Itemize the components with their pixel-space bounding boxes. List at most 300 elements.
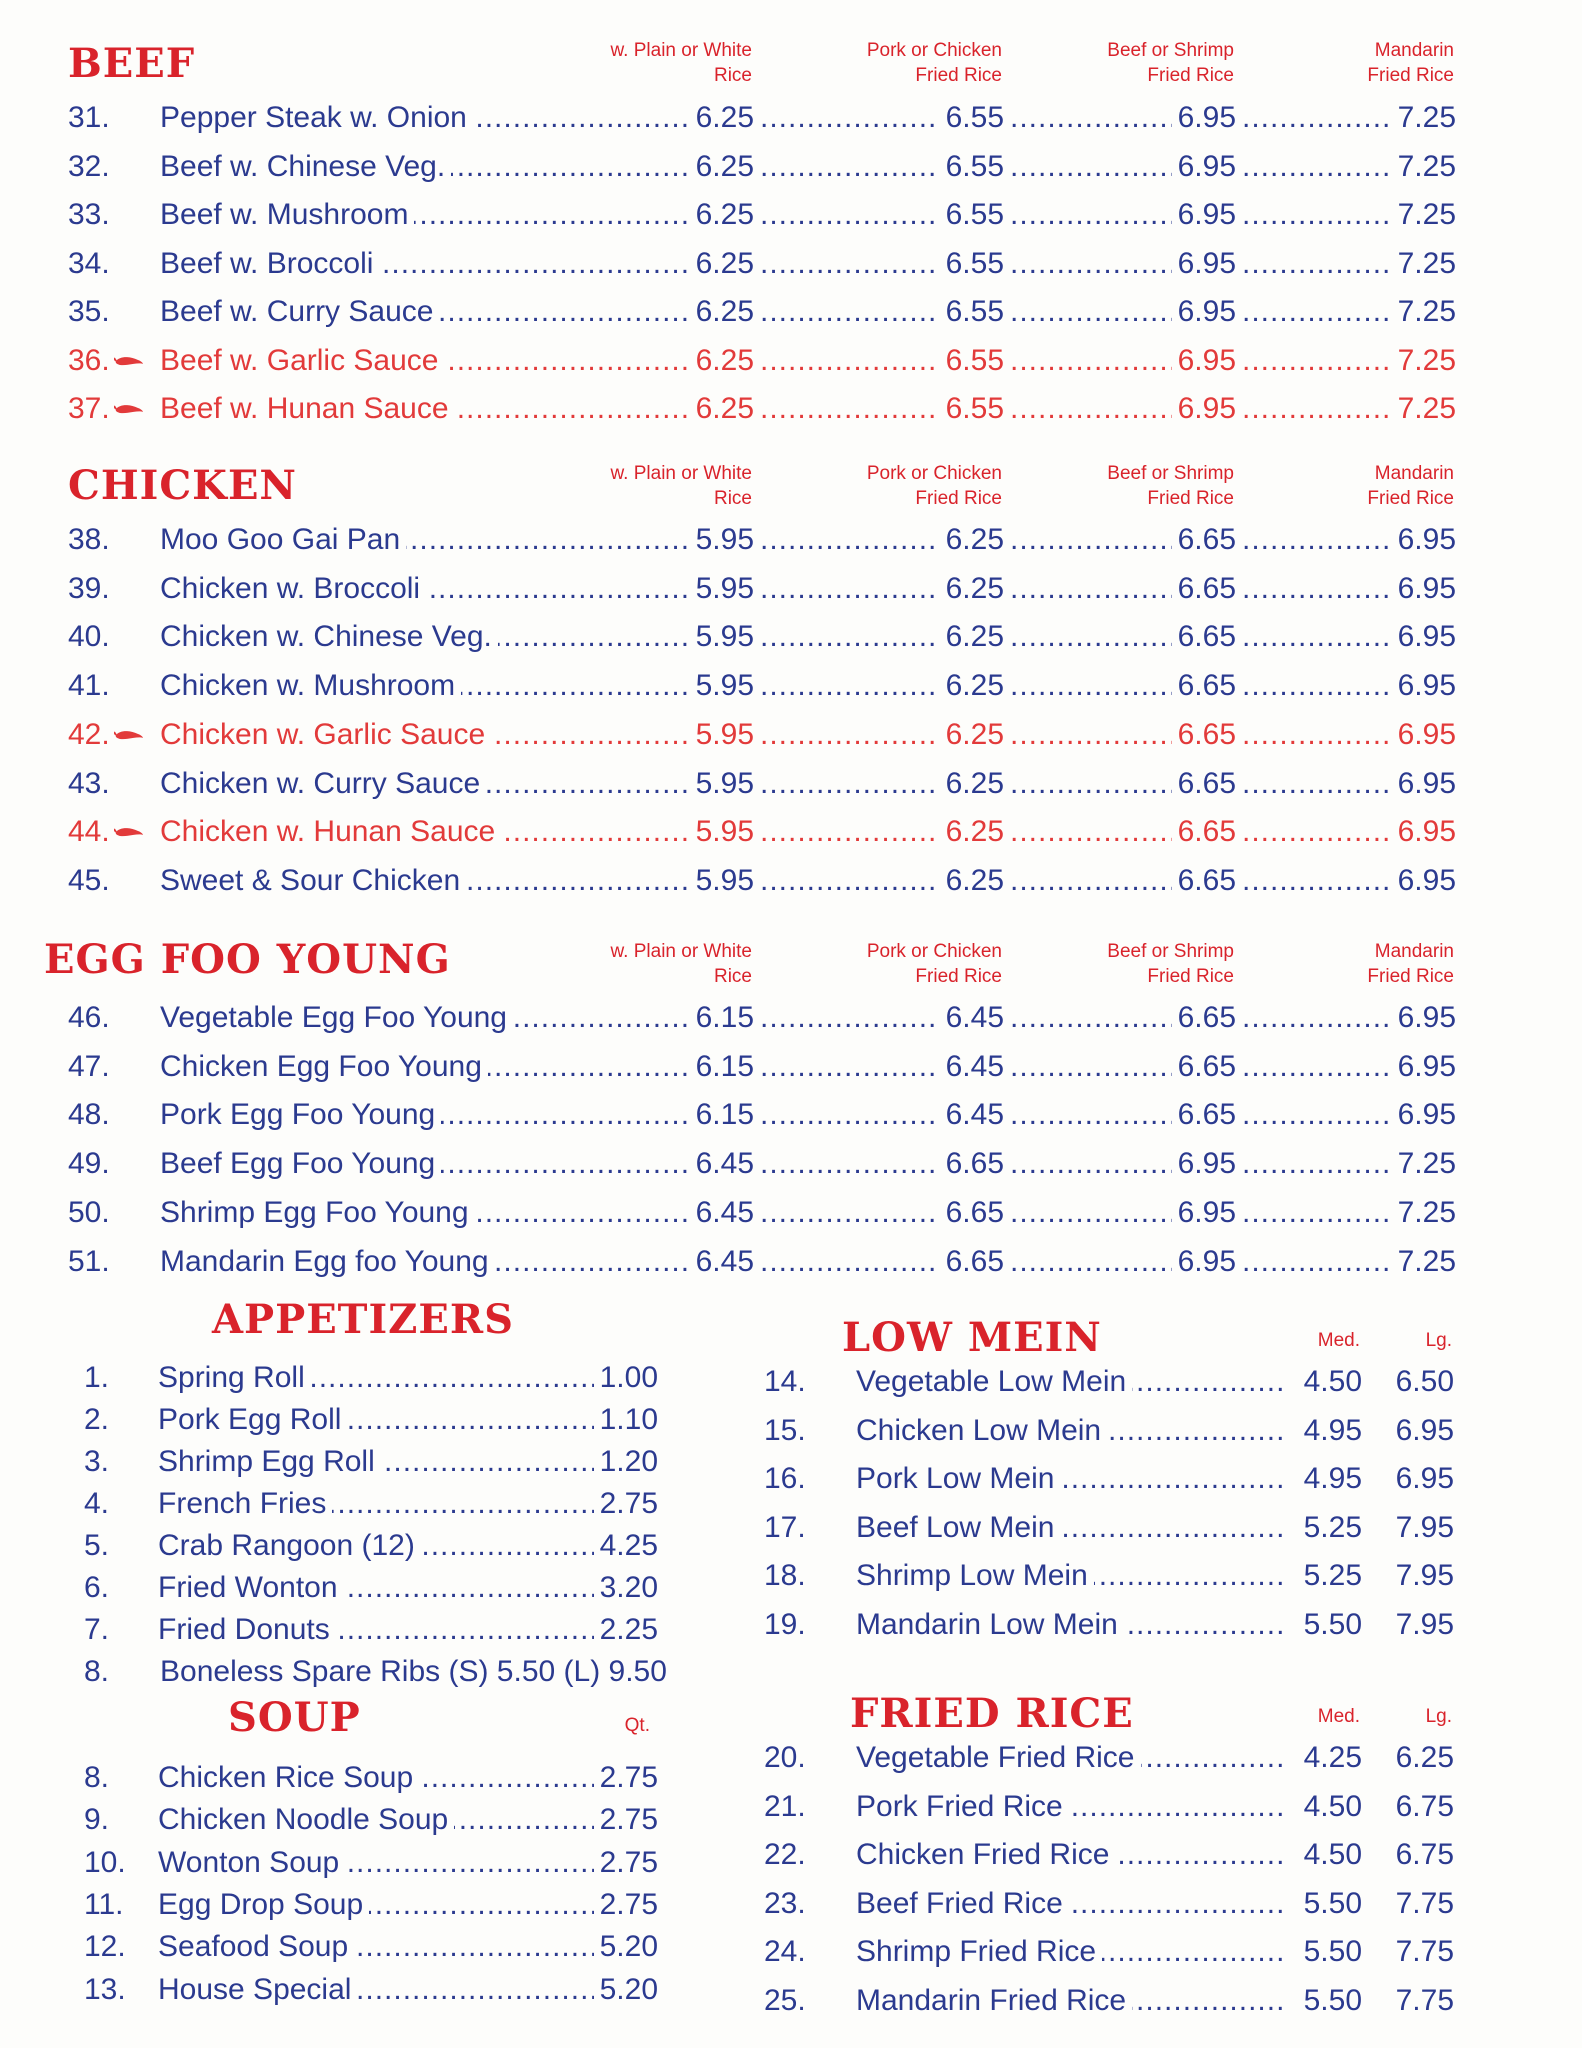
item-name: French Fries [158, 1484, 332, 1524]
item-price: 6.65 [1172, 812, 1236, 852]
leader-dots [1242, 292, 1392, 332]
leader-dots [1010, 569, 1172, 609]
item-price: 6.25 [940, 666, 1004, 706]
item-price: 6.25 [940, 861, 1004, 901]
item-price: 6.95 [1392, 998, 1456, 1038]
item-price: 2.75 [594, 1885, 658, 1925]
table-row [68, 341, 1468, 381]
table-row [68, 666, 1468, 706]
item-name: Mandarin Egg foo Young [160, 1242, 495, 1282]
leader-dots [1010, 715, 1172, 755]
item-price: 2.25 [594, 1610, 658, 1650]
item-price: 6.45 [690, 1193, 754, 1233]
item-price: 6.95 [1392, 520, 1456, 560]
item-number: 32. [68, 149, 110, 183]
item-number: 42. [68, 717, 110, 751]
item-price: 3.20 [594, 1568, 658, 1608]
item-price: 6.55 [940, 147, 1004, 187]
table-row [68, 98, 1468, 138]
item-price: 6.95 [1392, 861, 1456, 901]
item-name: Chicken Egg Foo Young [160, 1047, 488, 1087]
leader-dots [760, 1095, 940, 1135]
leader-dots [760, 1144, 940, 1184]
item-price: 7.25 [1392, 292, 1456, 332]
item-number: 8. [84, 1655, 110, 1688]
leader-dots [760, 764, 940, 804]
item-price: 7.25 [1392, 147, 1456, 187]
item-price: 1.20 [594, 1442, 658, 1482]
colhead-beef-shrimp: Beef or Shrimp Fried Rice [1107, 463, 1234, 509]
item-price-lg: 6.75 [1390, 1835, 1454, 1875]
section-title-fried-rice: FRIED RICE [850, 1690, 1134, 1737]
item-price: 7.25 [1392, 244, 1456, 284]
item-price: 6.95 [1392, 569, 1456, 609]
item-name: Beef w. Curry Sauce [160, 292, 439, 332]
item-name: Pork Low Mein [856, 1459, 1060, 1499]
item-price: 5.20 [594, 1970, 658, 2010]
section-title-low-mein: LOW MEIN [842, 1314, 1102, 1361]
leader-dots [1010, 1047, 1172, 1087]
item-number: 41. [68, 669, 110, 703]
list-item [84, 1526, 664, 1566]
table-row [68, 764, 1468, 804]
leader-dots [1242, 666, 1392, 706]
colhead-plain-rice: w. Plain or White Rice [610, 40, 752, 86]
leader-dots [1010, 617, 1172, 657]
section-title-beef: BEEF [68, 40, 196, 87]
item-price-med: 4.95 [1298, 1411, 1362, 1451]
leader-dots [760, 812, 940, 852]
item-number: 22. [764, 1838, 806, 1871]
item-number: 14. [764, 1365, 806, 1398]
item-price: 6.95 [1172, 1193, 1236, 1233]
item-price-med: 4.50 [1298, 1362, 1362, 1402]
list-item [84, 1484, 664, 1524]
item-price-med: 4.50 [1298, 1835, 1362, 1875]
item-price: 2.75 [594, 1800, 658, 1840]
item-number: 12. [84, 1930, 126, 1964]
item-price: 5.95 [690, 812, 754, 852]
item-number: 23. [764, 1886, 806, 1920]
item-price: 6.95 [1172, 1144, 1236, 1184]
item-price-med: 4.95 [1298, 1459, 1362, 1499]
item-price: 6.65 [1172, 666, 1236, 706]
item-price: 6.55 [940, 292, 1004, 332]
item-name: Beef w. Garlic Sauce [160, 341, 444, 381]
item-number: 37. [68, 392, 110, 425]
leader-dots [1242, 147, 1392, 187]
item-number: 11. [84, 1887, 124, 1921]
item-name: Chicken w. Garlic Sauce [160, 715, 491, 755]
colhead-plain-rice: w. Plain or White Rice [610, 463, 752, 509]
colhead-pork-chicken: Pork or Chicken Fried Rice [866, 941, 1002, 987]
item-price: 7.25 [1392, 1193, 1456, 1233]
item-price: 6.45 [940, 1095, 1004, 1135]
item-price: 6.25 [690, 98, 754, 138]
item-price: 6.95 [1172, 389, 1236, 429]
leader-dots [1242, 617, 1392, 657]
leader-dots [760, 617, 940, 657]
item-price: 6.25 [940, 812, 1004, 852]
item-price: 7.25 [1392, 1144, 1456, 1184]
item-number: 24. [764, 1935, 806, 1968]
leader-dots [1010, 292, 1172, 332]
item-number: 7. [84, 1613, 110, 1646]
item-price: 6.95 [1392, 1095, 1456, 1135]
item-price-med: 5.25 [1298, 1556, 1362, 1596]
list-item [764, 1981, 1464, 2021]
item-name: Beef Fried Rice [856, 1884, 1069, 1924]
item-name: Vegetable Low Mein [856, 1362, 1132, 1402]
leader-dots [1242, 195, 1392, 235]
item-price: 6.25 [940, 617, 1004, 657]
item-price: 5.95 [690, 666, 754, 706]
item-price: 6.95 [1392, 666, 1456, 706]
list-item [84, 1610, 664, 1650]
item-price: 6.95 [1392, 812, 1456, 852]
list-item [84, 1568, 664, 1608]
item-name: Chicken w. Broccoli [160, 569, 426, 609]
list-item [84, 1843, 664, 1883]
leader-dots [1242, 520, 1392, 560]
item-price: 6.95 [1392, 764, 1456, 804]
item-name: Chicken Low Mein [856, 1411, 1107, 1451]
section-title-egg-foo-young: EGG FOO YOUNG [44, 936, 451, 983]
leader-dots [1010, 520, 1172, 560]
table-row [68, 389, 1468, 429]
item-price: 6.55 [940, 244, 1004, 284]
item-price: 6.95 [1172, 1242, 1236, 1282]
leader-dots [1010, 98, 1172, 138]
item-name: Beef Egg Foo Young [160, 1144, 441, 1184]
item-price-lg: 6.25 [1390, 1738, 1454, 1778]
item-price: 6.65 [1172, 715, 1236, 755]
leader-dots [760, 98, 940, 138]
item-price: 6.25 [940, 520, 1004, 560]
item-price-lg: 6.50 [1390, 1362, 1454, 1402]
table-row [68, 1144, 1468, 1184]
leader-dots [1010, 666, 1172, 706]
item-price: 7.25 [1392, 195, 1456, 235]
item-price: 6.45 [690, 1144, 754, 1184]
leader-dots [760, 1193, 940, 1233]
item-price: 6.65 [1172, 520, 1236, 560]
item-name: Mandarin Low Mein [856, 1605, 1124, 1645]
item-price: 5.95 [690, 861, 754, 901]
leader-dots [760, 861, 940, 901]
item-price: 6.65 [940, 1242, 1004, 1282]
list-item [764, 1459, 1464, 1499]
item-price-lg: 7.75 [1390, 1884, 1454, 1924]
list-item [764, 1508, 1464, 1548]
leader-dots [1242, 998, 1392, 1038]
item-name: Pork Egg Roll [158, 1400, 347, 1440]
item-number: 39. [68, 571, 110, 605]
item-price: 6.95 [1172, 292, 1236, 332]
leader-dots [760, 147, 940, 187]
item-name: Mandarin Fried Rice [856, 1981, 1132, 2021]
leader-dots [760, 1242, 940, 1282]
item-price-lg: 7.75 [1390, 1932, 1454, 1972]
item-number: 18. [764, 1559, 806, 1592]
list-item [84, 1758, 664, 1798]
hot-pepper-icon [114, 403, 144, 415]
item-price: 6.65 [1172, 998, 1236, 1038]
item-name: Chicken Rice Soup [158, 1758, 419, 1798]
leader-dots [1242, 812, 1392, 852]
item-number: 43. [68, 766, 110, 800]
list-item [84, 1800, 664, 1840]
item-name: Pork Egg Foo Young [160, 1095, 441, 1135]
item-number: 15. [764, 1413, 806, 1447]
item-name: Shrimp Low Mein [856, 1556, 1094, 1596]
list-item [764, 1932, 1464, 1972]
item-price: 6.25 [940, 764, 1004, 804]
list-item [84, 1885, 664, 1925]
item-price: 6.95 [1172, 244, 1236, 284]
item-name: Chicken w. Mushroom [160, 666, 461, 706]
item-price-lg: 6.95 [1390, 1459, 1454, 1499]
list-item [764, 1884, 1464, 1924]
item-price: 5.95 [690, 764, 754, 804]
item-name: Chicken w. Hunan Sauce [160, 812, 501, 852]
leader-dots [1242, 715, 1392, 755]
item-price: 2.75 [594, 1843, 658, 1883]
item-price: 6.95 [1172, 341, 1236, 381]
item-number: 36. [68, 343, 110, 377]
item-name: Shrimp Fried Rice [856, 1932, 1102, 1972]
list-item [84, 1358, 664, 1398]
item-name: Chicken w. Curry Sauce [160, 764, 486, 804]
colhead-pork-chicken: Pork or Chicken Fried Rice [866, 40, 1002, 86]
list-item [764, 1738, 1464, 1778]
table-row [68, 861, 1468, 901]
leader-dots [760, 244, 940, 284]
table-row [68, 244, 1468, 284]
leader-dots [1010, 1242, 1172, 1282]
item-name: Seafood Soup [158, 1927, 354, 1967]
item-price: 6.25 [690, 292, 754, 332]
list-item [764, 1556, 1464, 1596]
item-price: 6.55 [940, 195, 1004, 235]
size-label-qt: Qt. [624, 1715, 650, 1736]
colhead-plain-rice: w. Plain or White Rice [610, 941, 752, 987]
item-number: 10. [84, 1845, 126, 1879]
leader-dots [1010, 998, 1172, 1038]
item-price: 6.25 [690, 341, 754, 381]
item-price-lg: 7.95 [1390, 1556, 1454, 1596]
leader-dots [760, 666, 940, 706]
item-price: 6.25 [940, 569, 1004, 609]
colhead-mandarin: Mandarin Fried Rice [1367, 40, 1454, 86]
item-price: 6.65 [1172, 1095, 1236, 1135]
item-price: 6.65 [1172, 617, 1236, 657]
item-price-med: 5.50 [1298, 1981, 1362, 2021]
hot-pepper-icon [114, 729, 144, 741]
item-number: 17. [764, 1510, 806, 1544]
item-number: 51. [68, 1244, 110, 1278]
list-item [84, 1442, 664, 1482]
item-price: 6.95 [1392, 1047, 1456, 1087]
item-number: 48. [68, 1098, 110, 1132]
leader-dots [1242, 1242, 1392, 1282]
leader-dots [1242, 1095, 1392, 1135]
leader-dots [1242, 764, 1392, 804]
item-name: Chicken Fried Rice [856, 1835, 1115, 1875]
table-row [68, 569, 1468, 609]
item-name: Chicken Noodle Soup [158, 1800, 454, 1840]
item-price: 6.45 [940, 998, 1004, 1038]
leader-dots [1242, 1047, 1392, 1087]
item-number: 20. [764, 1741, 806, 1774]
item-number: 35. [68, 295, 110, 328]
leader-dots [1242, 1144, 1392, 1184]
item-price: 6.15 [690, 998, 754, 1038]
item-name: Sweet & Sour Chicken [160, 861, 466, 901]
item-number: 5. [84, 1529, 110, 1562]
item-price: 5.95 [690, 715, 754, 755]
item-number: 25. [764, 1983, 806, 2017]
table-row [68, 617, 1468, 657]
leader-dots [1010, 764, 1172, 804]
table-row [68, 1242, 1468, 1282]
item-price: 6.65 [1172, 1047, 1236, 1087]
colhead-mandarin: Mandarin Fried Rice [1367, 463, 1454, 509]
item-price-lg: 7.75 [1390, 1981, 1454, 2021]
table-row [68, 1095, 1468, 1135]
item-name: Egg Drop Soup [158, 1885, 369, 1925]
table-row [68, 1047, 1468, 1087]
list-item [84, 1927, 664, 1967]
item-price: 6.45 [940, 1047, 1004, 1087]
item-price: 7.25 [1392, 389, 1456, 429]
item-number: 13. [84, 1972, 126, 2006]
item-price-med: 4.25 [1298, 1738, 1362, 1778]
item-number: 33. [68, 198, 110, 231]
section-title-soup: SOUP [228, 1694, 361, 1741]
item-price: 1.00 [594, 1358, 658, 1398]
leader-dots [1242, 389, 1392, 429]
leader-dots [1010, 812, 1172, 852]
list-item [764, 1362, 1464, 1402]
item-price: 6.65 [940, 1193, 1004, 1233]
item-number: 46. [68, 1001, 110, 1034]
item-name: Beef Low Mein [856, 1508, 1060, 1548]
leader-dots [1242, 341, 1392, 381]
table-row [68, 195, 1468, 235]
item-price-lg: 7.95 [1390, 1508, 1454, 1548]
leader-dots [1010, 147, 1172, 187]
item-price: 2.75 [594, 1484, 658, 1524]
item-name: Moo Goo Gai Pan [160, 520, 406, 560]
item-price: 7.25 [1392, 1242, 1456, 1282]
item-price: 6.95 [1172, 98, 1236, 138]
item-number: 2. [84, 1403, 110, 1436]
item-number: 38. [68, 523, 110, 556]
size-label-lg: Lg. [1425, 1330, 1452, 1351]
item-price: 6.25 [690, 195, 754, 235]
item-name: Beef w. Broccoli [160, 244, 379, 284]
item-name: Vegetable Fried Rice [856, 1738, 1141, 1778]
leader-dots [760, 1047, 940, 1087]
item-name: Pork Fried Rice [856, 1787, 1069, 1827]
item-number: 16. [764, 1462, 806, 1495]
item-name: Crab Rangoon (12) [158, 1526, 421, 1566]
list-item [764, 1411, 1464, 1451]
list-item [764, 1605, 1464, 1645]
leader-dots [1010, 1095, 1172, 1135]
item-name: Fried Donuts [158, 1610, 336, 1650]
item-price: 5.95 [690, 569, 754, 609]
colhead-beef-shrimp: Beef or Shrimp Fried Rice [1107, 941, 1234, 987]
item-number: 49. [68, 1147, 110, 1181]
item-price-lg: 6.95 [1390, 1411, 1454, 1451]
item-name: Spring Roll [158, 1358, 311, 1398]
size-label-med: Med. [1317, 1330, 1360, 1351]
item-price-lg: 7.95 [1390, 1605, 1454, 1645]
table-row [68, 998, 1468, 1038]
item-number: 19. [764, 1607, 806, 1641]
item-number: 50. [68, 1195, 110, 1229]
item-price: 6.15 [690, 1095, 754, 1135]
item-name: Pepper Steak w. Onion [160, 98, 473, 138]
leader-dots [760, 195, 940, 235]
item-price-med: 5.50 [1298, 1884, 1362, 1924]
hot-pepper-icon [114, 355, 144, 367]
item-price: 6.65 [1172, 569, 1236, 609]
item-price: 6.15 [690, 1047, 754, 1087]
item-price: 1.10 [594, 1400, 658, 1440]
colhead-pork-chicken: Pork or Chicken Fried Rice [866, 463, 1002, 509]
item-price-med: 5.50 [1298, 1932, 1362, 1972]
item-price-med: 5.50 [1298, 1605, 1362, 1645]
list-item-spare-ribs [84, 1652, 684, 1692]
leader-dots [1010, 1144, 1172, 1184]
item-number: 47. [68, 1049, 110, 1083]
item-price: 6.55 [940, 98, 1004, 138]
item-name: Shrimp Egg Foo Young [160, 1193, 475, 1233]
item-name: Beef w. Hunan Sauce [160, 389, 455, 429]
item-number: 40. [68, 620, 110, 654]
item-price: 4.25 [594, 1526, 658, 1566]
item-name: Boneless Spare Ribs (S) 5.50 (L) 9.50 [160, 1652, 673, 1692]
item-number: 45. [68, 863, 110, 897]
leader-dots [760, 569, 940, 609]
leader-dots [1242, 1193, 1392, 1233]
item-price: 6.65 [940, 1144, 1004, 1184]
leader-dots [1010, 244, 1172, 284]
leader-dots [1242, 98, 1392, 138]
leader-dots [760, 292, 940, 332]
item-number: 9. [84, 1803, 110, 1837]
table-row [68, 147, 1468, 187]
item-price: 7.25 [1392, 341, 1456, 381]
item-price: 6.55 [940, 389, 1004, 429]
leader-dots [1242, 569, 1392, 609]
list-item [84, 1400, 664, 1440]
item-price: 6.95 [1172, 195, 1236, 235]
list-item [764, 1835, 1464, 1875]
hot-pepper-icon [114, 826, 144, 838]
size-label-med: Med. [1317, 1706, 1360, 1727]
item-name: Chicken w. Chinese Veg. [160, 617, 498, 657]
table-row [68, 812, 1468, 852]
item-price: 6.55 [940, 341, 1004, 381]
item-number: 6. [84, 1571, 110, 1604]
size-label-lg: Lg. [1425, 1706, 1452, 1727]
colhead-beef-shrimp: Beef or Shrimp Fried Rice [1107, 40, 1234, 86]
leader-dots [1010, 861, 1172, 901]
